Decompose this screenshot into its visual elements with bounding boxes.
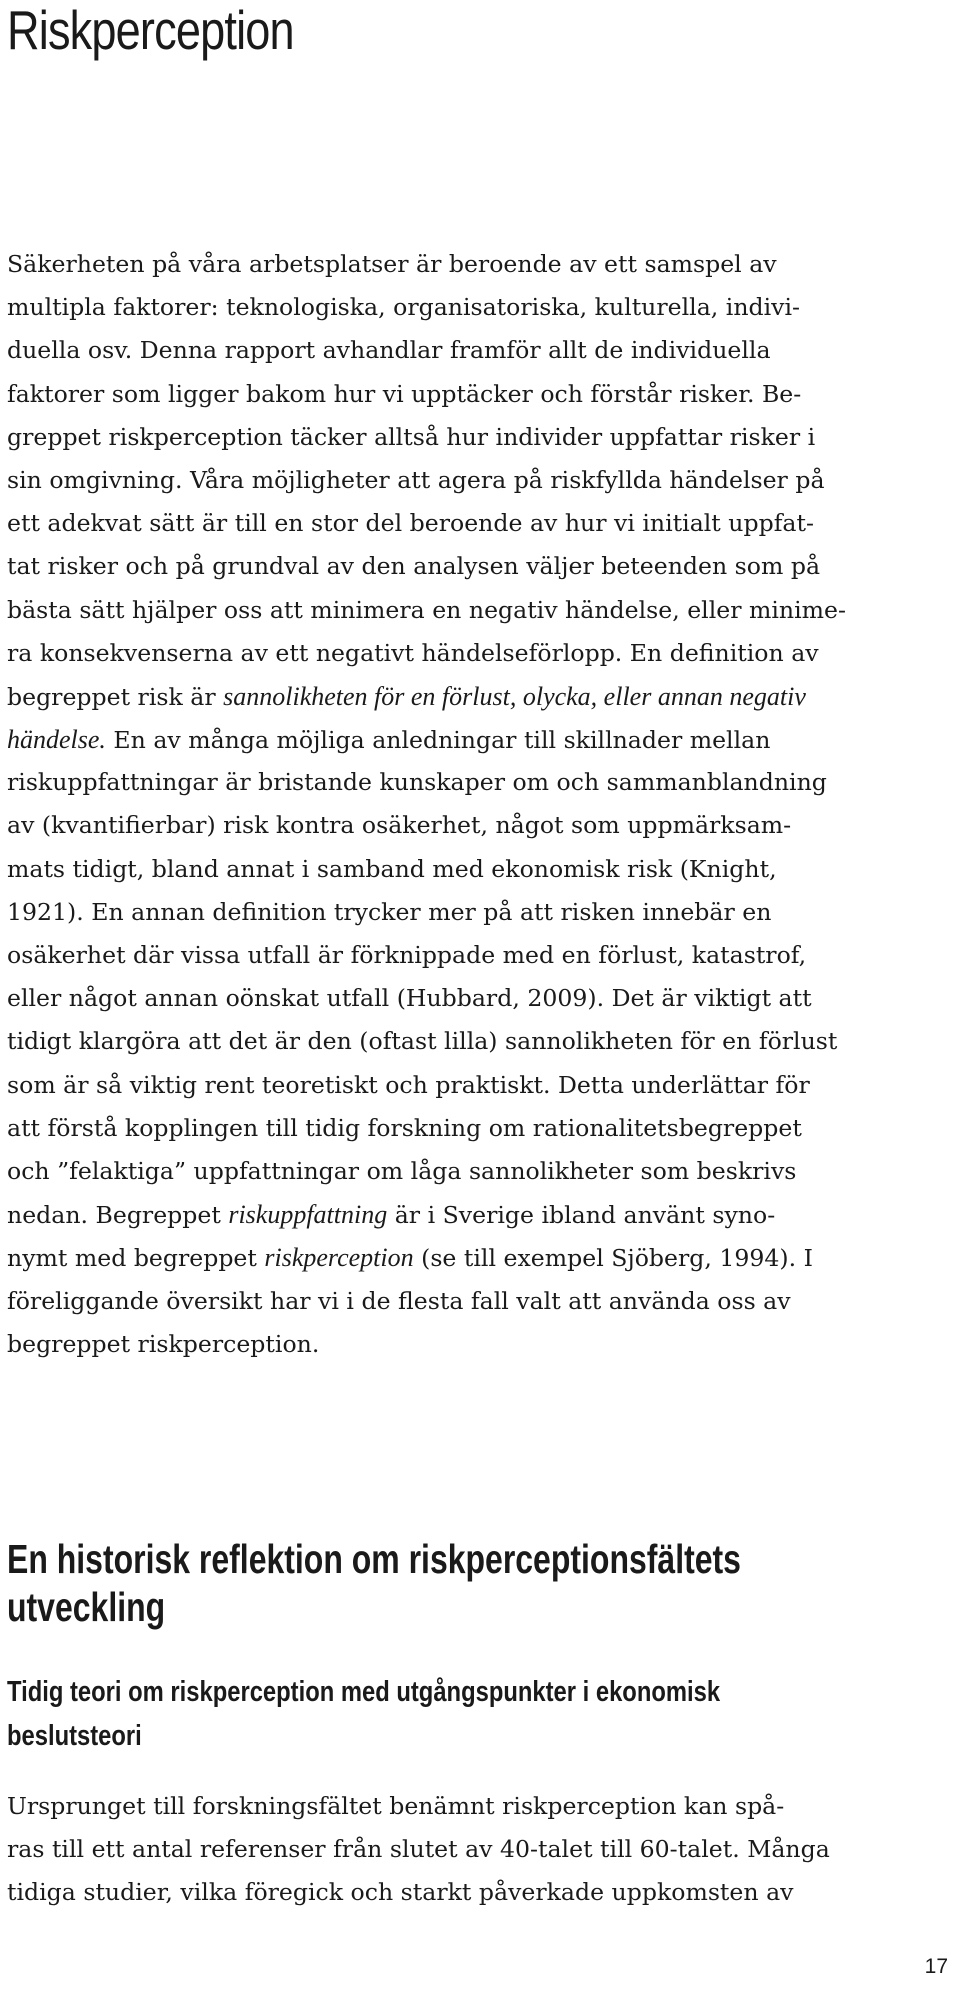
text-line bbox=[7, 632, 955, 675]
text-line bbox=[7, 589, 955, 632]
text-run: av (kvantifierbar) risk kontra osäkerhet, något som uppmärksam- bbox=[7, 811, 792, 840]
italic-term: riskperception bbox=[264, 1243, 414, 1273]
text-line bbox=[7, 329, 955, 372]
text-run: sin omgivning. Våra möjligheter att agera på riskfyllda händelser på bbox=[7, 465, 825, 494]
text-line bbox=[7, 891, 955, 934]
text-run: begreppet riskperception. bbox=[7, 1329, 320, 1358]
italic-term: händelse. bbox=[7, 725, 106, 755]
subsection-heading bbox=[7, 1670, 720, 1758]
text-line bbox=[7, 804, 955, 847]
text-line bbox=[7, 1107, 955, 1150]
text-run: nedan. Begreppet bbox=[7, 1201, 229, 1230]
italic-term: sannolikheten för en förlust, olycka, eller annan negativ bbox=[223, 681, 806, 711]
text-line bbox=[7, 502, 955, 545]
text-line bbox=[7, 1020, 955, 1063]
text-run: nymt med begreppet bbox=[7, 1244, 265, 1273]
text-line bbox=[7, 1871, 955, 1914]
text-line bbox=[7, 1280, 955, 1323]
text-run: duella osv. Denna rapport avhandlar framför allt de individuella bbox=[7, 336, 771, 365]
text-run: begreppet risk är bbox=[7, 682, 224, 711]
text-line bbox=[7, 243, 955, 286]
text-line bbox=[7, 761, 955, 804]
section-heading bbox=[7, 1535, 741, 1631]
text-line bbox=[7, 1828, 955, 1871]
text-run: och ”felaktiga” uppfattningar om låga sannolikheter som beskrivs bbox=[7, 1156, 797, 1185]
text-run: greppet riskperception täcker alltså hur individer uppfattar risker i bbox=[7, 422, 816, 451]
text-run: tidiga studier, vilka föregick och starkt påverkade uppkomsten av bbox=[7, 1878, 794, 1907]
text-run: eller något annan oönskat utfall (Hubbard, 2009). Det är viktigt att bbox=[7, 984, 812, 1013]
text-run: bästa sätt hjälper oss att minimera en negativ händelse, eller minime- bbox=[7, 595, 846, 624]
text-run: (se till exempel Sjöberg, 1994). I bbox=[413, 1244, 813, 1273]
subsection-heading-line: Tidig teori om riskperception med utgångspunkter i ekonomisk bbox=[7, 1676, 721, 1708]
text-run: osäkerhet där vissa utfall är förknippade med en förlust, katastrof, bbox=[7, 941, 807, 969]
text-line bbox=[7, 286, 955, 329]
text-line bbox=[7, 848, 955, 891]
text-run: mats tidigt, bland annat i samband med ekonomisk risk (Knight, bbox=[7, 854, 777, 883]
text-run: föreliggande översikt har vi i de flesta fall valt att använda oss av bbox=[7, 1286, 791, 1315]
text-line bbox=[7, 718, 955, 761]
text-run: En av många möjliga anledningar till skillnader mellan bbox=[105, 726, 771, 755]
text-line bbox=[7, 1785, 955, 1828]
text-run: multipla faktorer: teknologiska, organisatoriska, kulturella, indivi- bbox=[7, 293, 801, 322]
text-run: Ursprunget till forskningsfältet benämnt riskperception kan spå- bbox=[7, 1792, 785, 1820]
origin-paragraph bbox=[7, 1785, 955, 1915]
text-line bbox=[7, 934, 955, 977]
text-line bbox=[7, 675, 955, 718]
text-run: att förstå kopplingen till tidig forskning om rationalitetsbegreppet bbox=[7, 1113, 802, 1142]
text-line bbox=[7, 1064, 955, 1107]
text-line bbox=[7, 977, 955, 1020]
text-run: ra konsekvenserna av ett negativt händelseförlopp. En definition av bbox=[7, 638, 819, 667]
italic-term: riskuppfattning bbox=[228, 1200, 388, 1230]
section-heading-line: En historisk reflektion om riskperceptionsfältets bbox=[7, 1536, 741, 1582]
section-heading-line: utveckling bbox=[7, 1584, 166, 1630]
text-run: som är så viktig rent teoretiskt och praktiskt. Detta underlättar för bbox=[7, 1070, 810, 1099]
text-line bbox=[7, 1323, 955, 1366]
text-run: tidigt klargöra att det är den (oftast lilla) sannolikheten för en förlust bbox=[7, 1027, 838, 1056]
text-run: riskuppfattningar är bristande kunskaper om och sammanblandning bbox=[7, 768, 827, 797]
text-line bbox=[7, 459, 955, 502]
subsection-heading-line: beslutsteori bbox=[7, 1720, 142, 1752]
text-run: faktorer som ligger bakom hur vi upptäcker och förstår risker. Be- bbox=[7, 379, 802, 408]
page-number: 17 bbox=[924, 1955, 948, 1978]
intro-paragraph bbox=[7, 243, 955, 1366]
page-title: Riskperception bbox=[7, 0, 294, 61]
text-line bbox=[7, 416, 955, 459]
text-line bbox=[7, 1193, 955, 1236]
text-run: 1921). En annan definition trycker mer på att risken innebär en bbox=[7, 897, 772, 926]
text-line bbox=[7, 373, 955, 416]
text-run: är i Sverige ibland använt syno- bbox=[387, 1201, 776, 1230]
text-line bbox=[7, 1150, 955, 1193]
text-line bbox=[7, 545, 955, 588]
text-run: ras till ett antal referenser från slutet av 40-talet till 60-talet. Många bbox=[7, 1835, 830, 1864]
text-run: tat risker och på grundval av den analysen väljer beteenden som på bbox=[7, 552, 821, 581]
text-line bbox=[7, 1236, 955, 1279]
text-run: ett adekvat sätt är till en stor del beroende av hur vi initialt uppfat- bbox=[7, 509, 814, 538]
text-run: Säkerheten på våra arbetsplatser är beroende av ett samspel av bbox=[7, 250, 777, 278]
